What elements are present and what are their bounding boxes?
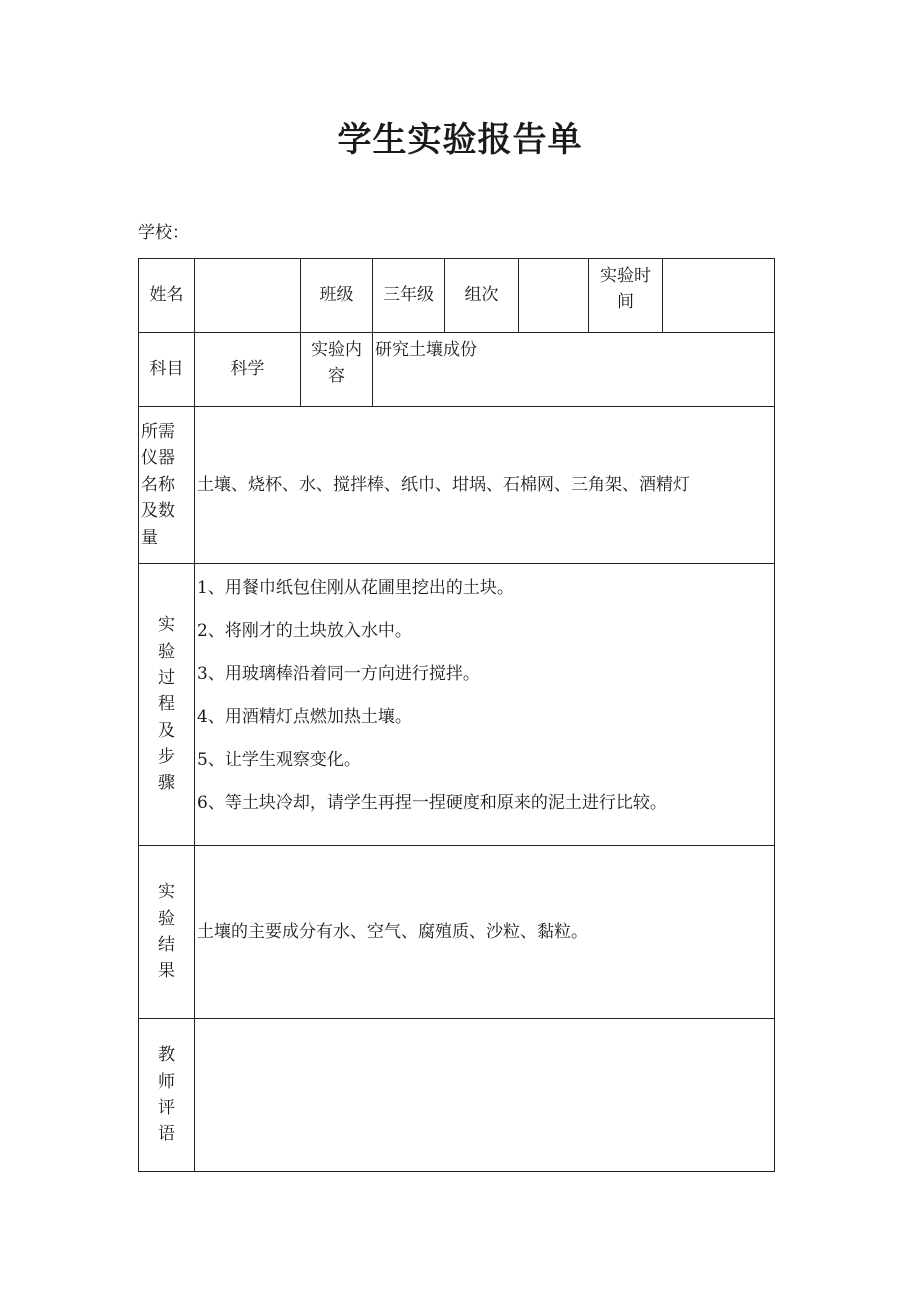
equipment-label-line: 及数 [141, 501, 175, 522]
process-step: 6、等土块冷却，请学生再捏一捏硬度和原来的泥土进行比较。 [197, 793, 667, 813]
name-value-cell[interactable] [195, 259, 301, 333]
time-label-line1: 实验时 [600, 266, 651, 286]
table-row-info [139, 259, 775, 333]
result-label-char: 结 [158, 935, 175, 955]
content-label-cell [301, 333, 373, 407]
process-step: 4、用酒精灯点燃加热土壤。 [197, 707, 412, 727]
equipment-label-line: 所需 [141, 422, 175, 443]
table-row-subject [139, 333, 775, 407]
result-label-char: 实 [158, 882, 175, 903]
comment-label-char: 教 [158, 1045, 175, 1066]
process-label-char: 及 [158, 720, 175, 741]
process-step: 2、将刚才的土块放入水中。 [197, 621, 412, 641]
process-label-cell [139, 564, 195, 846]
content-label-line2: 容 [328, 366, 345, 387]
school-label: 学校： [138, 223, 189, 243]
name-label: 姓名 [139, 259, 195, 333]
comment-value[interactable] [195, 1019, 775, 1172]
subject-label: 科目 [139, 333, 195, 407]
result-label-char: 果 [158, 961, 175, 982]
process-label-char: 骤 [158, 773, 175, 794]
comment-label-char: 师 [158, 1071, 175, 1092]
subject-value[interactable]: 科学 [195, 333, 301, 407]
result-label-cell [139, 846, 195, 1019]
process-steps-cell[interactable] [195, 564, 775, 846]
time-value-cell[interactable] [663, 259, 775, 333]
equipment-label-line: 仪器 [141, 448, 175, 469]
report-table [138, 258, 775, 1172]
time-label-cell [589, 259, 663, 333]
table-row-result [139, 846, 775, 1019]
result-value[interactable]: 土壤的主要成分有水、空气、腐殖质、沙粒、黏粒。 [195, 846, 775, 1019]
table-row-comment [139, 1019, 775, 1172]
group-label: 组次 [445, 259, 519, 333]
process-label-char: 程 [158, 694, 175, 715]
class-value[interactable]: 三年级 [373, 259, 445, 333]
process-label-char: 过 [158, 667, 175, 688]
process-step: 5、让学生观察变化。 [197, 750, 361, 770]
time-label-line2: 间 [617, 292, 634, 313]
group-value-cell[interactable] [519, 259, 589, 333]
equipment-label-cell [139, 407, 195, 564]
equipment-label-line: 名称 [141, 474, 175, 495]
content-value[interactable]: 研究土壤成份 [373, 333, 775, 407]
equipment-value[interactable]: 土壤、烧杯、水、搅拌棒、纸巾、坩埚、石棉网、三角架、酒精灯 [195, 407, 775, 564]
equipment-label-line: 量 [141, 527, 158, 548]
class-label: 班级 [301, 259, 373, 333]
content-label-line1: 实验内 [311, 340, 362, 360]
result-label-char: 验 [158, 908, 175, 929]
process-step: 1、用餐巾纸包住刚从花圃里挖出的土块。 [197, 578, 514, 598]
process-step: 3、用玻璃棒沿着同一方向进行搅拌。 [197, 664, 480, 684]
table-row-equipment [139, 407, 775, 564]
table-row-process [139, 564, 775, 846]
process-label-char: 实 [158, 615, 175, 636]
page-title: 学生实验报告单 [337, 120, 583, 160]
process-label-char: 步 [158, 747, 175, 768]
process-label-char: 验 [158, 641, 175, 662]
comment-label-char: 语 [158, 1124, 175, 1145]
comment-label-char: 评 [158, 1098, 175, 1118]
comment-label-cell [139, 1019, 195, 1172]
